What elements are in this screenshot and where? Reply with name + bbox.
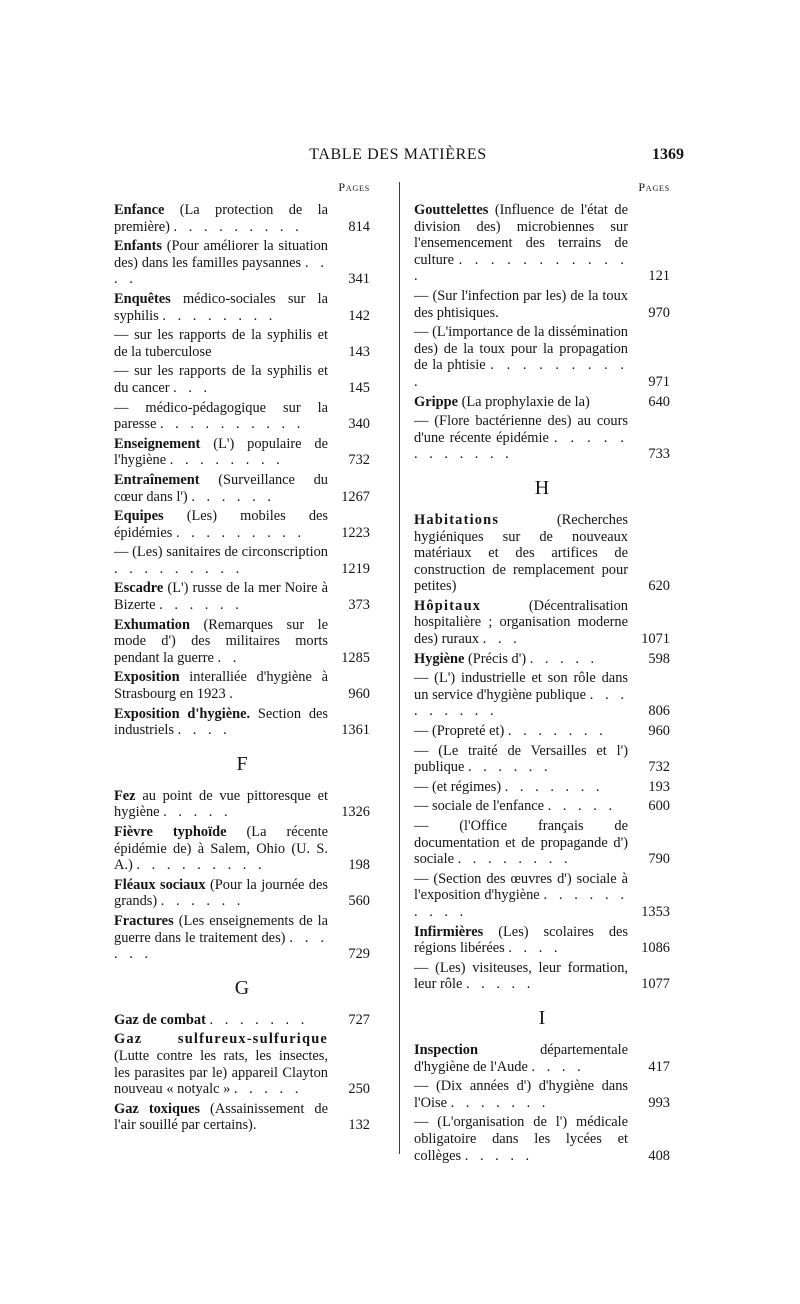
entry-description: — (l'Office français de documentation et de propagande d') sociale xyxy=(414,818,628,868)
index-entry xyxy=(414,288,670,321)
entry-description: (Les) mobiles des épidémies xyxy=(114,508,328,541)
entry-heading: Gaz toxiques xyxy=(114,1100,200,1117)
page-reference: 993 xyxy=(648,1094,670,1111)
index-entry xyxy=(114,788,370,821)
dot-leader: . . . . . xyxy=(547,798,617,815)
entry-description: (Influence de l'état de division des) microbiennes sur l'ensemencement des terrains de culture xyxy=(414,202,628,268)
page-reference: 971 xyxy=(648,373,670,390)
entry-description: (Les enseignements de la guerre dans le traitement des) xyxy=(114,912,328,946)
index-entry xyxy=(114,877,370,910)
right-column xyxy=(414,180,670,1167)
entry-text xyxy=(414,1078,628,1111)
page-reference: 1326 xyxy=(341,804,370,821)
dot-leader: . . . . . . . . . xyxy=(173,218,303,235)
page-reference: 806 xyxy=(648,703,670,720)
dot-leader: . . xyxy=(217,649,241,666)
entry-text xyxy=(414,924,628,957)
index-entry xyxy=(414,394,670,411)
entry-description: — (L'organisation de l') médicale obligatoire dans les lycées et collèges xyxy=(414,1114,628,1164)
dot-leader: . . . xyxy=(173,379,212,396)
page-reference: 560 xyxy=(348,893,370,910)
entry-description: médico-sociales sur la syphilis xyxy=(114,290,328,324)
entry-description: — (Section des œuvres d') sociale à l'exposition d'hygiène xyxy=(414,870,628,904)
entry-text xyxy=(114,669,328,702)
entry-description: — (Le traité de Versailles et l') publique xyxy=(414,742,628,776)
dot-leader: . . . . xyxy=(508,940,562,957)
entry-description: — sociale de l'enfance xyxy=(414,798,545,815)
dot-leader: . . . . . . xyxy=(467,759,552,776)
dot-leader: . . . . . xyxy=(163,804,232,821)
entry-heading: Escadre xyxy=(114,580,164,597)
page-reference: 598 xyxy=(648,650,670,667)
dot-leader: . . . . . . . xyxy=(504,778,604,795)
entry-heading: Enfants xyxy=(114,238,162,255)
index-entry xyxy=(114,580,370,613)
entry-heading: Infirmières xyxy=(414,923,484,940)
entry-description: (Surveillance du cœur dans l') xyxy=(114,471,328,505)
page-reference: 640 xyxy=(648,393,670,410)
entry-text xyxy=(114,291,328,324)
index-entry xyxy=(114,1031,370,1097)
entry-description: (Pour améliorer la situation des) dans les familles paysannes xyxy=(114,238,328,271)
entry-description: — (et régimes) xyxy=(414,778,502,795)
dot-leader: . . . . xyxy=(531,1058,585,1075)
index-entry xyxy=(114,291,370,324)
dot-leader: . . . . xyxy=(177,722,231,739)
page-reference: 121 xyxy=(648,268,670,285)
entry-text xyxy=(414,743,628,776)
page-reference: 729 xyxy=(348,946,370,963)
entry-text xyxy=(114,544,328,577)
entry-text xyxy=(114,400,328,433)
dot-leader: . . . . . . . . . xyxy=(414,686,628,720)
entry-heading: Hygiène xyxy=(414,650,465,667)
page-reference: 132 xyxy=(348,1117,370,1134)
dot-leader: . . . . . xyxy=(233,1081,303,1098)
entry-description: — (Les) sanitaires de circonscription xyxy=(114,544,328,561)
index-entry xyxy=(114,238,370,288)
entry-heading: Exposition xyxy=(114,669,180,686)
dot-leader: . . . . . . . . xyxy=(162,307,277,324)
entry-heading: Enfance xyxy=(114,202,165,218)
index-entry xyxy=(414,202,670,285)
section-letter: G xyxy=(234,976,250,999)
page-reference: 142 xyxy=(348,307,370,324)
entry-text xyxy=(414,1042,628,1075)
index-entry xyxy=(414,723,670,740)
entry-heading: Fléaux sociaux xyxy=(114,876,206,893)
index-entry xyxy=(414,871,670,921)
page-reference: 1361 xyxy=(341,722,370,739)
index-entry xyxy=(114,400,370,433)
entry-text xyxy=(414,394,628,411)
entry-description: (La prophylaxie de la) xyxy=(457,393,590,410)
entry-text xyxy=(414,723,628,740)
entry-text xyxy=(114,327,328,360)
dot-leader: . . . . . xyxy=(529,650,599,667)
index-entry xyxy=(114,913,370,963)
index-entry xyxy=(414,598,670,648)
entry-description: (La récente épidémie de) à Salem, Ohio (U. S. A.) xyxy=(114,824,329,874)
index-entry xyxy=(414,779,670,796)
index-entry xyxy=(414,798,670,815)
index-entry xyxy=(414,960,670,993)
dot-leader: . . . . . . xyxy=(160,893,245,910)
entry-heading: Exhumation xyxy=(114,616,190,633)
entry-text xyxy=(114,706,328,739)
entry-heading: Inspection xyxy=(414,1041,478,1058)
page-reference: 1267 xyxy=(341,488,370,505)
page-reference: 145 xyxy=(348,379,370,396)
page-reference: 732 xyxy=(348,452,370,469)
dot-leader: . . . . . . xyxy=(191,488,275,505)
page-reference: 143 xyxy=(348,343,370,360)
index-entry xyxy=(114,202,370,235)
entry-description: — sur les rapports de la syphilis et de la tuberculose xyxy=(114,327,328,360)
dot-leader: . . . . . . . . . xyxy=(136,857,266,874)
entry-text xyxy=(414,1114,628,1164)
dot-leader: . . . . . . . . . . . . xyxy=(414,429,628,463)
index-entry xyxy=(414,324,670,390)
page-reference: 732 xyxy=(648,759,670,776)
index-entry xyxy=(114,1012,370,1029)
entry-description: — (Les) visiteuses, leur formation, leur rôle xyxy=(414,959,628,993)
entry-description: interalliée d'hygiène à Strasbourg en 1923 xyxy=(114,669,328,703)
entry-description: départementale d'hygiène de l'Aude xyxy=(414,1041,628,1075)
entry-heading: Equipes xyxy=(114,508,164,525)
section-letter: I xyxy=(538,1006,546,1029)
entry-text xyxy=(114,824,328,874)
page-reference: 417 xyxy=(648,1058,670,1075)
entry-text xyxy=(114,238,328,288)
entry-description: — médico-pédagogique sur la paresse xyxy=(114,399,328,433)
entry-description: (Décentralisation hospitalière ; organisation moderne des) ruraux xyxy=(414,597,628,648)
entry-text xyxy=(414,413,628,463)
entry-text xyxy=(414,598,628,648)
dot-leader: . . . . . . . xyxy=(209,1011,309,1028)
entry-text xyxy=(414,779,628,796)
entry-description: — (Sur l'infection par les) de la toux des phtisiques. xyxy=(414,287,628,321)
page-reference: 960 xyxy=(348,686,370,703)
entry-heading: Gaz de combat xyxy=(114,1011,206,1028)
entry-text xyxy=(114,913,328,963)
page-reference: 1223 xyxy=(341,524,370,541)
entry-text xyxy=(414,324,628,390)
entry-heading: Enquêtes xyxy=(114,290,171,307)
entry-description: (La protection de la première) xyxy=(114,202,328,235)
page-title: TABLE DES MATIÈRES xyxy=(309,146,487,163)
index-entry xyxy=(114,363,370,396)
running-head xyxy=(112,146,684,168)
entry-text xyxy=(414,651,628,668)
dot-leader: . . . . . xyxy=(464,1147,534,1164)
entry-text xyxy=(114,363,328,396)
dot-leader: . . . . . . . . . . . . xyxy=(414,251,628,285)
entry-description: (Remarques sur le mode d') des militaires morts pendant la guerre xyxy=(114,616,328,666)
page-reference: 193 xyxy=(648,778,670,795)
index-entry xyxy=(414,818,670,868)
entry-text xyxy=(414,960,628,993)
pages-column-label: Pages xyxy=(638,180,670,194)
entry-heading: Grippe xyxy=(414,393,458,410)
entry-description: au point de vue pittoresque et hygiène xyxy=(114,787,328,821)
page-reference: 620 xyxy=(648,578,670,595)
entry-text xyxy=(414,512,628,595)
page-reference: 341 xyxy=(348,271,370,288)
page-number: 1369 xyxy=(652,146,684,163)
entry-description: (Les) scolaires des régions libérées xyxy=(414,923,628,957)
index-entry xyxy=(114,508,370,541)
entry-description: (Recherches hygiéniques sur de nouveaux matériaux et des artifices de construction de remplacement pour petites) xyxy=(414,511,628,595)
entry-text xyxy=(114,1012,328,1029)
index-entry xyxy=(114,544,370,577)
entry-heading: Fractures xyxy=(114,912,174,929)
index-entry xyxy=(414,1078,670,1111)
page-reference: 1086 xyxy=(641,940,670,957)
dot-leader: . . . . . xyxy=(465,976,535,993)
index-entry xyxy=(114,669,370,702)
dot-leader: . . . . . . xyxy=(114,929,328,963)
page-reference: 250 xyxy=(348,1081,370,1098)
dot-leader: . . . . . . . . . . xyxy=(159,416,305,433)
page-reference: 733 xyxy=(648,446,670,463)
entry-description: Section des industriels xyxy=(114,705,329,739)
index-entry xyxy=(414,743,670,776)
entry-text xyxy=(114,788,328,821)
column-divider xyxy=(399,182,400,1154)
entry-description: — sur les rapports de la syphilis et du cancer xyxy=(114,363,328,396)
page-reference: 814 xyxy=(348,218,370,235)
dot-leader: . . . . . . . . . xyxy=(114,560,244,577)
entry-heading: Enseignement xyxy=(114,435,201,452)
entry-heading: Gaz sulfureux-sulfurique xyxy=(114,1031,328,1048)
index-entry xyxy=(414,670,670,720)
section-letter: F xyxy=(236,752,248,775)
dot-leader: . . . . xyxy=(114,254,328,288)
index-entry xyxy=(114,1101,370,1134)
page-reference: 373 xyxy=(348,597,370,614)
dot-leader: . . . . . . . . . . xyxy=(414,887,628,920)
dot-leader: . . . . . . . . . . xyxy=(414,357,628,390)
dot-leader: . . . . . . . . . xyxy=(175,524,306,541)
index-entry xyxy=(414,651,670,668)
page-reference: 1071 xyxy=(641,631,670,648)
entry-text xyxy=(114,436,328,469)
entry-text xyxy=(114,617,328,667)
entry-heading: Exposition d'hygiène. xyxy=(114,705,251,722)
page-reference: 340 xyxy=(348,416,370,433)
page-reference: 600 xyxy=(648,798,670,815)
page-reference: 1077 xyxy=(641,976,670,993)
dot-leader: . . . . . . . xyxy=(507,723,607,740)
entry-text xyxy=(414,202,628,285)
dot-leader: . . . . . . . . xyxy=(457,851,572,868)
page-reference: 970 xyxy=(648,304,670,321)
entry-text xyxy=(114,508,328,541)
entry-heading: Fièvre typhoïde xyxy=(114,824,227,840)
entry-description: — (Propreté et) xyxy=(414,723,505,740)
index-entry xyxy=(414,1114,670,1164)
entry-description: (Pour la journée des grands) xyxy=(114,876,328,910)
entry-text xyxy=(414,670,628,720)
entry-heading: Entraînement xyxy=(114,471,200,488)
section-letter: H xyxy=(534,476,550,499)
page-reference: 1353 xyxy=(641,903,670,920)
index-entry xyxy=(114,327,370,360)
entry-text xyxy=(414,871,628,921)
dot-leader: . . . xyxy=(482,631,521,648)
entry-description: (Précis d') xyxy=(464,650,527,667)
entry-description: (L') russe de la mer Noire à Bizerte xyxy=(114,580,328,614)
entry-heading: Habitations xyxy=(414,511,500,528)
entry-text xyxy=(114,580,328,613)
index-entry xyxy=(114,436,370,469)
entry-text xyxy=(114,202,328,235)
page-reference: 408 xyxy=(648,1147,670,1164)
entry-text xyxy=(114,472,328,505)
entry-text xyxy=(114,877,328,910)
entry-description: — (L') industrielle et son rôle dans un service d'hygiène publique xyxy=(414,670,628,703)
pages-column-label: Pages xyxy=(338,180,370,194)
index-entry xyxy=(114,706,370,739)
entry-text xyxy=(414,798,628,815)
index-entry xyxy=(114,824,370,874)
dot-leader: . xyxy=(229,686,237,703)
entry-description: — (L'importance de la dissémination des) de la toux pour la propagation de la phtisie xyxy=(414,324,628,374)
entry-description: (L') populaire de l'hygiène xyxy=(114,435,328,469)
index-entry xyxy=(114,472,370,505)
page-reference: 198 xyxy=(348,857,370,874)
index-entry xyxy=(414,924,670,957)
index-entry xyxy=(114,617,370,667)
entry-description: — (Dix années d') d'hygiène dans l'Oise xyxy=(414,1078,628,1111)
entry-text xyxy=(114,1031,328,1097)
entry-description: — (Flore bactérienne des) au cours d'une récente épidémie xyxy=(414,413,628,446)
page-reference: 727 xyxy=(348,1011,370,1028)
dot-leader: . . . . . . . xyxy=(450,1094,550,1111)
entry-text xyxy=(414,818,628,868)
page-reference: 1219 xyxy=(341,560,370,577)
entry-description: (Lutte contre les rats, les insectes, les parasites par le) appareil Clayton nouveau « notyalc » xyxy=(114,1047,328,1098)
entry-description: (Assainissement de l'air souillé par certains). xyxy=(114,1100,328,1134)
entry-heading: Hôpitaux xyxy=(414,597,482,614)
index-entry xyxy=(414,413,670,463)
left-column xyxy=(114,180,370,1137)
dot-leader: . . . . . . xyxy=(159,597,243,614)
entry-text xyxy=(414,288,628,321)
index-entry xyxy=(414,512,670,595)
entry-text xyxy=(114,1101,328,1134)
page-reference: 960 xyxy=(648,723,670,740)
index-entry xyxy=(414,1042,670,1075)
entry-heading: Fez xyxy=(114,787,136,804)
page-reference: 1285 xyxy=(341,649,370,666)
entry-heading: Gouttelettes xyxy=(414,202,489,218)
page-reference: 790 xyxy=(648,851,670,868)
dot-leader: . . . . . . . . xyxy=(169,452,284,469)
